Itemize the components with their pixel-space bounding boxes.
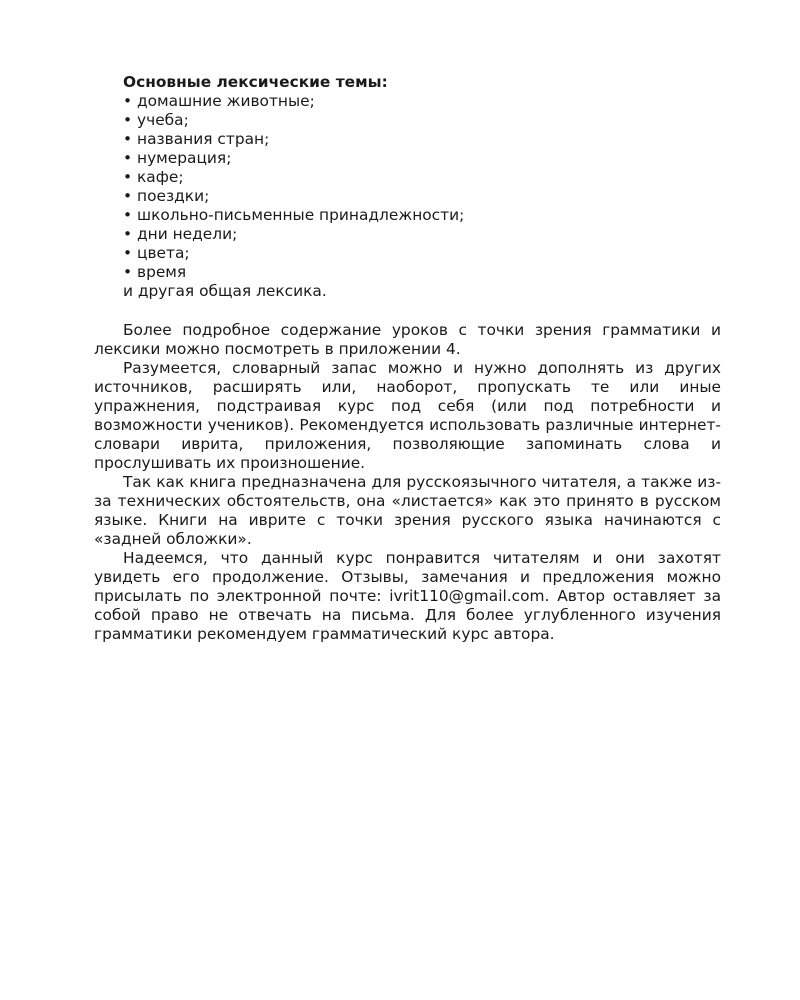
bullet-icon: • bbox=[123, 244, 133, 262]
bullet-icon: • bbox=[123, 92, 133, 110]
paragraph: Более подробное содержание уроков с точки зрения грамматики и лексики можно посмотреть в приложении 4. bbox=[94, 321, 721, 358]
list-item bbox=[123, 111, 723, 130]
bullet-icon: • bbox=[123, 225, 133, 243]
list-item-text: нумерация; bbox=[137, 149, 232, 167]
bullet-icon: • bbox=[123, 168, 133, 186]
bullet-icon: • bbox=[123, 187, 133, 205]
list-item-text: учеба; bbox=[137, 111, 189, 129]
list-item-text: дни недели; bbox=[137, 225, 238, 243]
paragraph: Надеемся, что данный курс понравится читателям и они захотят увидеть его продолжение. Отзывы, замечания и предложения можно присылать по электронной почте: ivrit110@gmail.com. Автор оставляет за собой право не отвечать на письма. Для более углубленного изучения грамматики рекомендуем грамматический курс автора. bbox=[94, 549, 721, 643]
bullet-icon: • bbox=[123, 263, 133, 281]
list-item-text: поездки; bbox=[137, 187, 210, 205]
list-item bbox=[123, 92, 723, 111]
body-text bbox=[94, 321, 721, 644]
list-item-text: время bbox=[137, 263, 187, 281]
paragraph: Разумеется, словарный запас можно и нужно дополнять из других источников, расширять или, наоборот, пропускать те или иные упражнения, подстраивая курс под себя (или под потребности и возможности учеников). Рекомендуется использовать различные интернет-словари иврита, приложения, позволяющие запоминать слова и прослушивать их произношение. bbox=[94, 359, 721, 472]
list-item-text: названия стран; bbox=[137, 130, 270, 148]
list-item bbox=[123, 149, 723, 168]
list-item bbox=[123, 244, 723, 263]
list-item bbox=[123, 187, 723, 206]
list-item bbox=[123, 225, 723, 244]
list-item bbox=[123, 168, 723, 187]
list-item-text: домашние животные; bbox=[137, 92, 315, 110]
lexical-topics-list bbox=[123, 92, 723, 282]
list-item-text: кафе; bbox=[137, 168, 184, 186]
list-item-text: цвета; bbox=[137, 244, 190, 262]
bullet-icon: • bbox=[123, 206, 133, 224]
list-item bbox=[123, 130, 723, 149]
list-item bbox=[123, 206, 723, 225]
bullet-icon: • bbox=[123, 149, 133, 167]
list-item bbox=[123, 263, 723, 282]
list-item-text: школьно-письменные принадлежности; bbox=[137, 206, 465, 224]
paragraph: Так как книга предназначена для русскоязычного читателя, а также из-за технических обстоятельств, она «листается» как это принято в русском языке. Книги на иврите с точки зрения русского языка начинаются с «задней обложки». bbox=[94, 473, 721, 548]
lexical-topics-section bbox=[123, 73, 723, 301]
lexical-topics-heading: Основные лексические темы: bbox=[123, 73, 388, 91]
bullet-icon: • bbox=[123, 130, 133, 148]
lexical-topics-tail: и другая общая лексика. bbox=[123, 282, 327, 300]
bullet-icon: • bbox=[123, 111, 133, 129]
